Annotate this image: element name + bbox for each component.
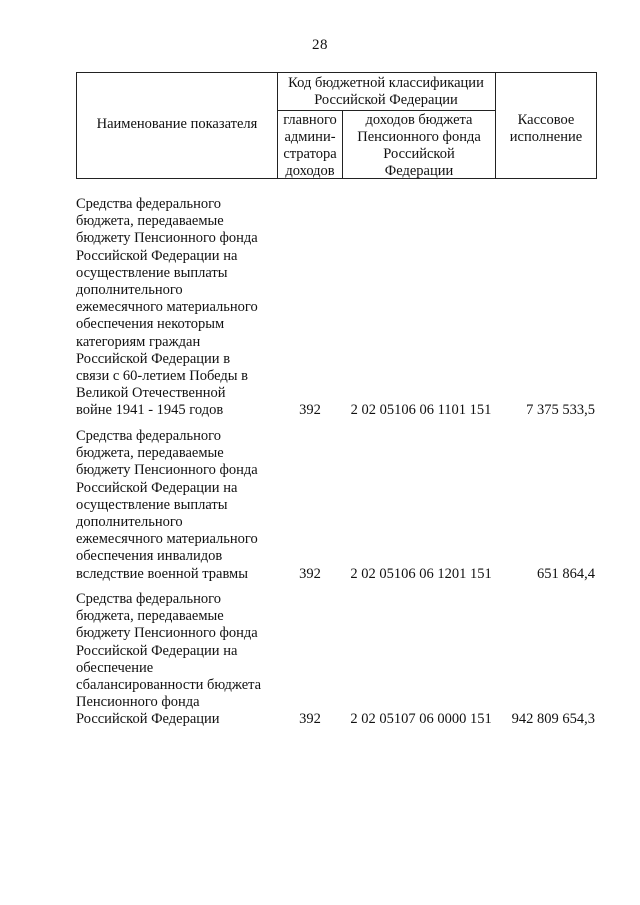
header-cash-execution	[496, 112, 596, 146]
row-indicator-name	[76, 428, 286, 583]
name-line: обеспечения некоторым	[76, 316, 225, 333]
header-divider	[277, 110, 495, 111]
name-line: обеспечение	[76, 659, 154, 676]
name-line: бюджета, передаваемые	[76, 608, 224, 625]
row-admin-code: 392	[299, 566, 321, 582]
row-amount: 942 809 654,3	[511, 711, 595, 727]
name-line: дополнительного	[76, 514, 183, 531]
header-line: Кассовое	[517, 112, 575, 128]
header-pension-fund-income	[343, 112, 495, 180]
name-line: ежемесячного материального	[76, 299, 258, 316]
header-line: стратора	[283, 146, 337, 162]
name-line: бюджету Пенсионного фонда	[76, 462, 258, 479]
name-line: сбалансированности бюджета	[76, 677, 262, 694]
name-line: Российской Федерации на	[76, 642, 238, 659]
name-line: вследствие военной травмы	[76, 565, 248, 582]
row-budget-code: 2 02 05106 06 1201 151	[350, 566, 492, 582]
name-line: Пенсионного фонда	[76, 694, 200, 711]
row-admin-code: 392	[299, 402, 321, 418]
name-line: связи с 60-летием Победы в	[76, 368, 249, 385]
name-line: Российской Федерации в	[76, 350, 231, 367]
row-budget-code: 2 02 05107 06 0000 151	[350, 711, 492, 727]
name-line: Российской Федерации	[76, 711, 220, 728]
header-line: Пенсионного фонда	[357, 129, 481, 145]
name-line: бюджету Пенсионного фонда	[76, 230, 258, 247]
name-line: Российской Федерации на	[76, 247, 238, 264]
name-line: бюджета, передаваемые	[76, 445, 224, 462]
row-budget-code: 2 02 05106 06 1101 151	[350, 402, 492, 418]
name-line: ежемесячного материального	[76, 531, 258, 548]
row-amount: 651 864,4	[537, 566, 595, 582]
row-admin-code: 392	[299, 711, 321, 727]
name-line: Средства федерального	[76, 591, 221, 607]
header-line: исполнение	[509, 129, 583, 145]
page-number: 28	[312, 37, 328, 53]
header-line: Федерации	[384, 163, 454, 179]
header-line: доходов бюджета	[365, 112, 473, 128]
header-line: Российской	[383, 146, 455, 162]
header-line: главного	[283, 112, 337, 128]
header-line: админи-	[284, 129, 336, 145]
name-line: осуществление выплаты	[76, 264, 228, 281]
name-line: бюджета, передаваемые	[76, 213, 224, 230]
name-line: осуществление выплаты	[76, 496, 228, 513]
row-indicator-name	[76, 196, 286, 420]
header-indicator-name: Наименование показателя	[96, 116, 258, 132]
row-amount: 7 375 533,5	[526, 402, 595, 418]
name-line: войне 1941 - 1945 годов	[76, 402, 224, 419]
name-line: категориям граждан	[76, 333, 201, 350]
name-line: бюджету Пенсионного фонда	[76, 625, 258, 642]
name-line: Российской Федерации на	[76, 479, 238, 496]
name-line: Средства федерального	[76, 428, 221, 444]
name-line: обеспечения инвалидов	[76, 548, 223, 565]
header-line: доходов	[285, 163, 335, 179]
table-header	[76, 72, 597, 179]
name-line: Средства федерального	[76, 196, 221, 212]
row-indicator-name	[76, 591, 286, 729]
name-line: Великой Отечественной	[76, 385, 226, 402]
header-chief-administrator	[277, 112, 343, 180]
name-line: дополнительного	[76, 282, 183, 299]
header-classification-code: Код бюджетной классификации Российской Федерации	[288, 75, 484, 108]
